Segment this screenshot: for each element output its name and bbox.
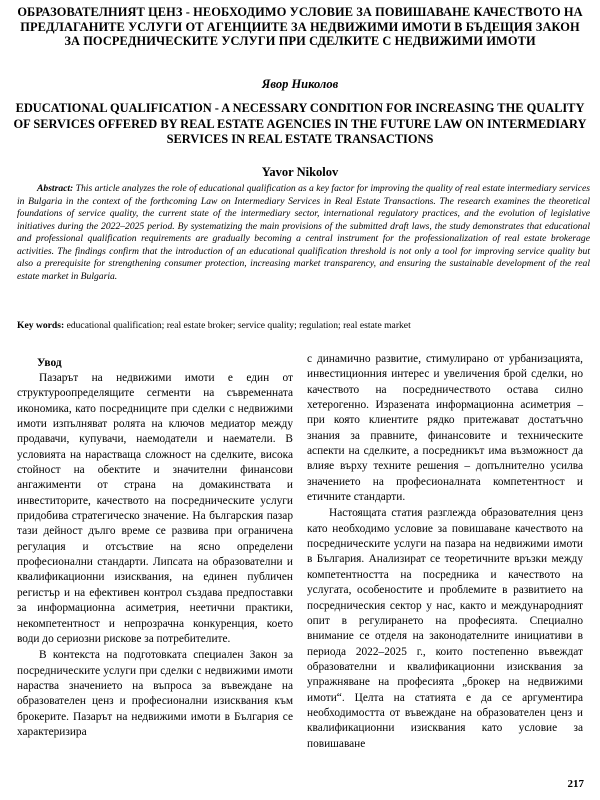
section-heading: Увод [37, 357, 62, 369]
title-bulgarian: ОБРАЗОВАТЕЛНИЯТ ЦЕНЗ - НЕОБХОДИМО УСЛОВИЕ ЗА ПОВИШАВАНЕ КАЧЕСТВОТО НА ПРЕДЛАГАНИТЕ УСЛУГИ ОТ АГЕНЦИИТЕ ЗА НЕДВИЖИМИ ИМОТИ В БЪДЕЩИЯ ЗАКОН ЗА ПОСРЕДНИЧЕСКИТЕ УСЛУГИ ПРИ СДЕЛКИТЕ С НЕДВИЖИМИ ИМОТИ [17, 5, 583, 49]
abstract [17, 183, 590, 283]
keywords-label: Key words: [17, 320, 65, 331]
keywords-text: educational qualification; real estate broker; service quality; regulation; real estate market [66, 320, 411, 331]
left-column [17, 348, 293, 740]
title-english: EDUCATIONAL QUALIFICATION - A NECESSARY CONDITION FOR INCREASING THE QUALITY OF SERVICES OFFERED BY REAL ESTATE AGENCIES IN THE FUTURE LAW ON INTERMEDIARY SERVICES IN REAL ESTATE TRANSACTIONS [13, 101, 587, 147]
keywords [17, 320, 590, 332]
paragraph: с динамично развитие, стимулирано от урбанизацията, инвестиционния интерес и увеличения брой сделки, но качеството на посредничеството остава силно хетерогенно. Изразената информационна асиметрия – при която клиентите рядко притежават достатъчно знания за правните, финансовите и техническите аспекти на сделките, а посредникът има възможност да влияе върху техните решения – допълнително усилва значението на професионалната компетентност и етичните стандарти. [307, 353, 583, 504]
abstract-label: Abstract: [37, 183, 74, 194]
paragraph: В контекста на подготовката специален Закон за посредническите услуги при сделки с недвижими имоти нараства значението на въпроса за въвеждане на образователен ценз и професионални изисквания към брокерите. Пазарът на недвижими имоти в България се характеризира [17, 649, 293, 738]
author-english: Yavor Nikolov [261, 165, 339, 179]
abstract-text: This article analyzes the role of educational qualification as a key factor for improving the quality of real estate intermediary services in Bulgaria in the context of the forthcoming Law on Intermediary Services in Real Estate Transactions. The research examines the theoretical foundations of service quality, the current state of the intermediary sector, international regulatory practices, and the evolution of legislative initiatives during the 2022–2025 period. By systematizing the main provisions of the submitted draft laws, the study demonstrates that educational and professional qualification requirements are gradually becoming a central instrument for the professionalization of real estate brokerage activities. The findings confirm that the introduction of an educational qualification threshold is not only a tool for improving service quality but also a prerequisite for strengthening consumer protection, increasing market transparency, and ensuring the sustainable development of the real estate market in Bulgaria. [17, 183, 590, 282]
author-bulgarian: Явор Николов [261, 77, 339, 91]
page-number: 217 [567, 778, 584, 790]
paragraph: Настоящата статия разглежда образователния ценз като необходимо условие за повишаване качеството на посредническите услуги на пазара на недвижими имоти в България. Анализират се теоретичните връзки между компетентността на посредника и качеството на услугата, особеностите и проблемите в развитието на посредническия сектор у нас, както и международният опит в регулирането на професията. Специално внимание се отделя на законодателните инициативи в периода 2022–2025 г., които постепенно въвеждат образователни и квалификационни изисквания за упражняване на професията „брокер на недвижими имоти“. Целта на статията е да се аргументира необходимостта от въвеждане на образователен ценз и квалификационни изисквания като условие за повишаване [307, 507, 583, 750]
paragraph: Пазарът на недвижими имоти е един от структуроопределящите сегменти на съвременната икономика, като посредниците при сделки с недвижими имоти изпълняват ролята на ключов медиатор между продавачи, купувачи, наемодатели и наематели. В условията на нарастваща сложност на сделките, висока стойност на обектите и значителни финансови ангажименти от страна на домакинствата и инвеститорите, качеството на посредническите услуги придобива стратегическо значение. На българския пазар тази дейност дълго време се развива при ограничена регулация и отсъствие на ясно определени професионални стандарти. Липсата на образователни и квалификационни изисквания, на единен публичен регистър и на ефективен контрол създава предпоставки за информационна асиметрия, неетични практики, некомпетентност и непрозрачна конкуренция, което води до сериозни рискове за потребителите. [17, 372, 293, 645]
right-column [307, 352, 583, 752]
